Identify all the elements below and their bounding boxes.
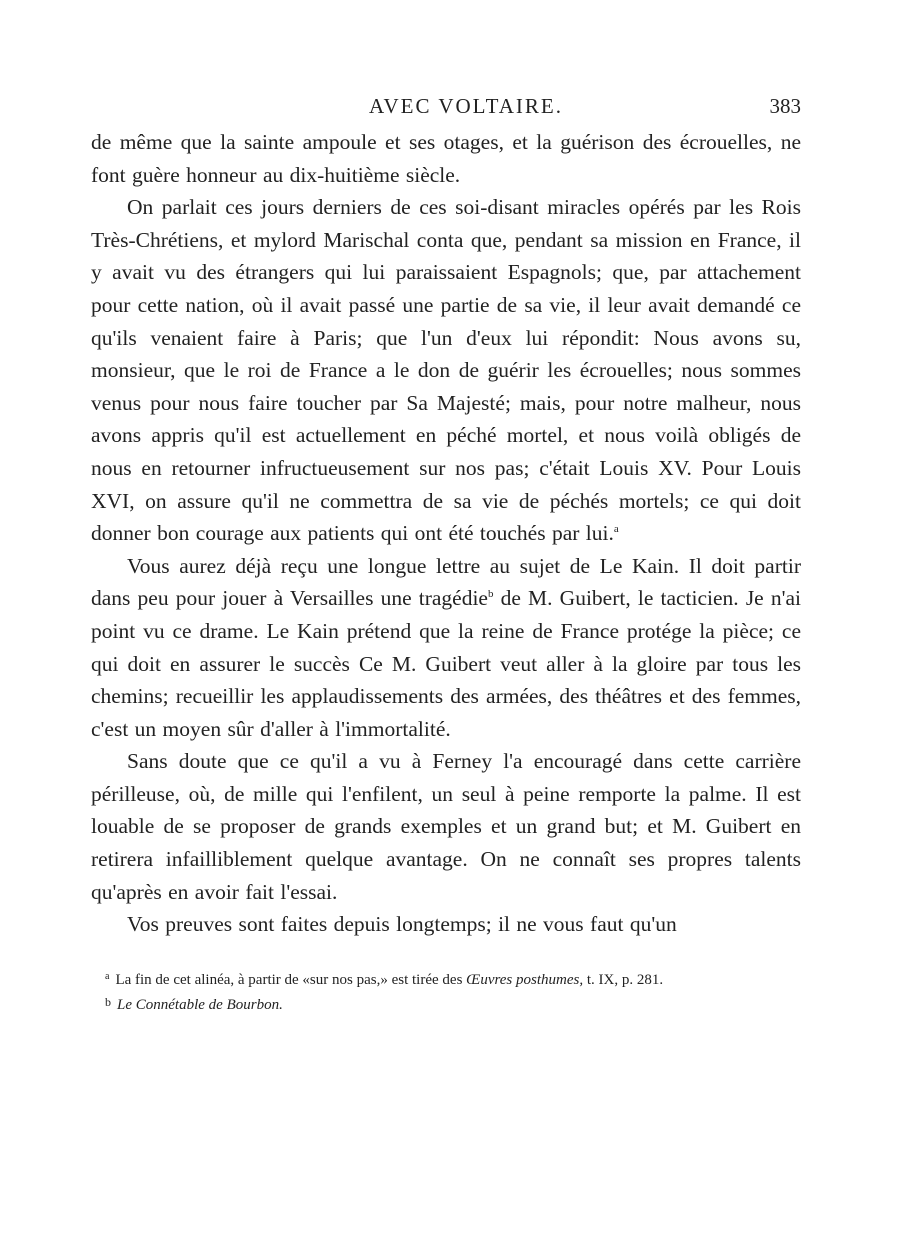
footnote-a-text: La fin de cet alinéa, à partir de «sur nos pas,» est tirée des bbox=[115, 971, 467, 988]
paragraph-3 bbox=[91, 550, 801, 746]
footnote-b bbox=[91, 994, 801, 1016]
body-text bbox=[91, 126, 801, 941]
paragraph-1: de même que la sainte ampoule et ses otages, et la guérison des écrouelles, ne font guère honneur au dix-huitième siècle. bbox=[91, 130, 801, 187]
footnote-b-mark: b bbox=[105, 994, 111, 1009]
paragraph-3-text-end: de M. Guibert, le tacticien. Je n'ai point vu ce drame. Le Kain prétend que la reine de France protége la pièce; ce qui doit en assurer le succès Ce M. Guibert veut aller à la gloire par tous les chemins; recueillir les applaudissements des armées, des théâtres et des femmes, c'est un moyen sûr d'aller à l'immortalité. bbox=[91, 586, 801, 741]
footnote-a-mark: a bbox=[105, 970, 110, 982]
paragraph-2 bbox=[91, 191, 801, 550]
running-head bbox=[91, 90, 801, 126]
paragraph-3-text-start: Vous aurez déjà reçu une longue lettre au sujet de Le Kain. Il doit partir dans peu pour jouer à Versailles une tragédie bbox=[91, 553, 801, 611]
footnote-a-work-title: Œuvres posthumes, bbox=[466, 971, 584, 988]
page-number: 383 bbox=[769, 94, 801, 118]
footnote-a-citation: t. IX, p. 281. bbox=[583, 971, 664, 988]
footnotes bbox=[91, 969, 801, 1016]
footnote-b-work-title: Le Connétable de Bourbon. bbox=[117, 996, 283, 1013]
running-title: AVEC VOLTAIRE. bbox=[369, 94, 563, 118]
footnote-a bbox=[91, 969, 801, 991]
paragraph-5: Vos preuves sont faites depuis longtemps; il ne vous faut qu'un bbox=[127, 912, 677, 937]
book-page bbox=[91, 90, 801, 1019]
note-ref-b: b bbox=[487, 588, 494, 601]
paragraph-2-text: On parlait ces jours derniers de ces soi-disant miracles opérés par les Rois Très-Chrétiens, et mylord Marischal conta que, pendant sa mission en France, il y avait vu des étrangers qui lui paraissaient Espagnols; que, par attachement pour cette nation, où il avait passé une partie de sa vie, il leur avait demandé ce qu'ils venaient faire à Paris; que l'un d'eux lui répondit: Nous avons su, monsieur, que le roi de France a le don de guérir les écrouelles; nous sommes venus pour nous faire toucher par Sa Majesté; mais, pour notre malheur, nous avons appris qu'il est actuellement en péché mortel, et nous voilà obligés de nous en retourner infructueusement sur nos pas; c'était Louis XV. Pour Louis XVI, on assure qu'il ne commettra de sa vie de péchés mortels; ce qui doit donner bon courage aux patients qui ont été touchés par lui. bbox=[91, 195, 801, 546]
note-ref-a: a bbox=[613, 523, 619, 536]
paragraph-4: Sans doute que ce qu'il a vu à Ferney l'a encouragé dans cette carrière périlleuse, où, de mille qui l'enfilent, un seul à peine remporte la palme. Il est louable de se proposer de grands exemples et un grand but; et M. Guibert en retirera infailliblement quelque avantage. On ne connaît ses propres talents qu'après en avoir fait l'essai. bbox=[91, 749, 801, 904]
